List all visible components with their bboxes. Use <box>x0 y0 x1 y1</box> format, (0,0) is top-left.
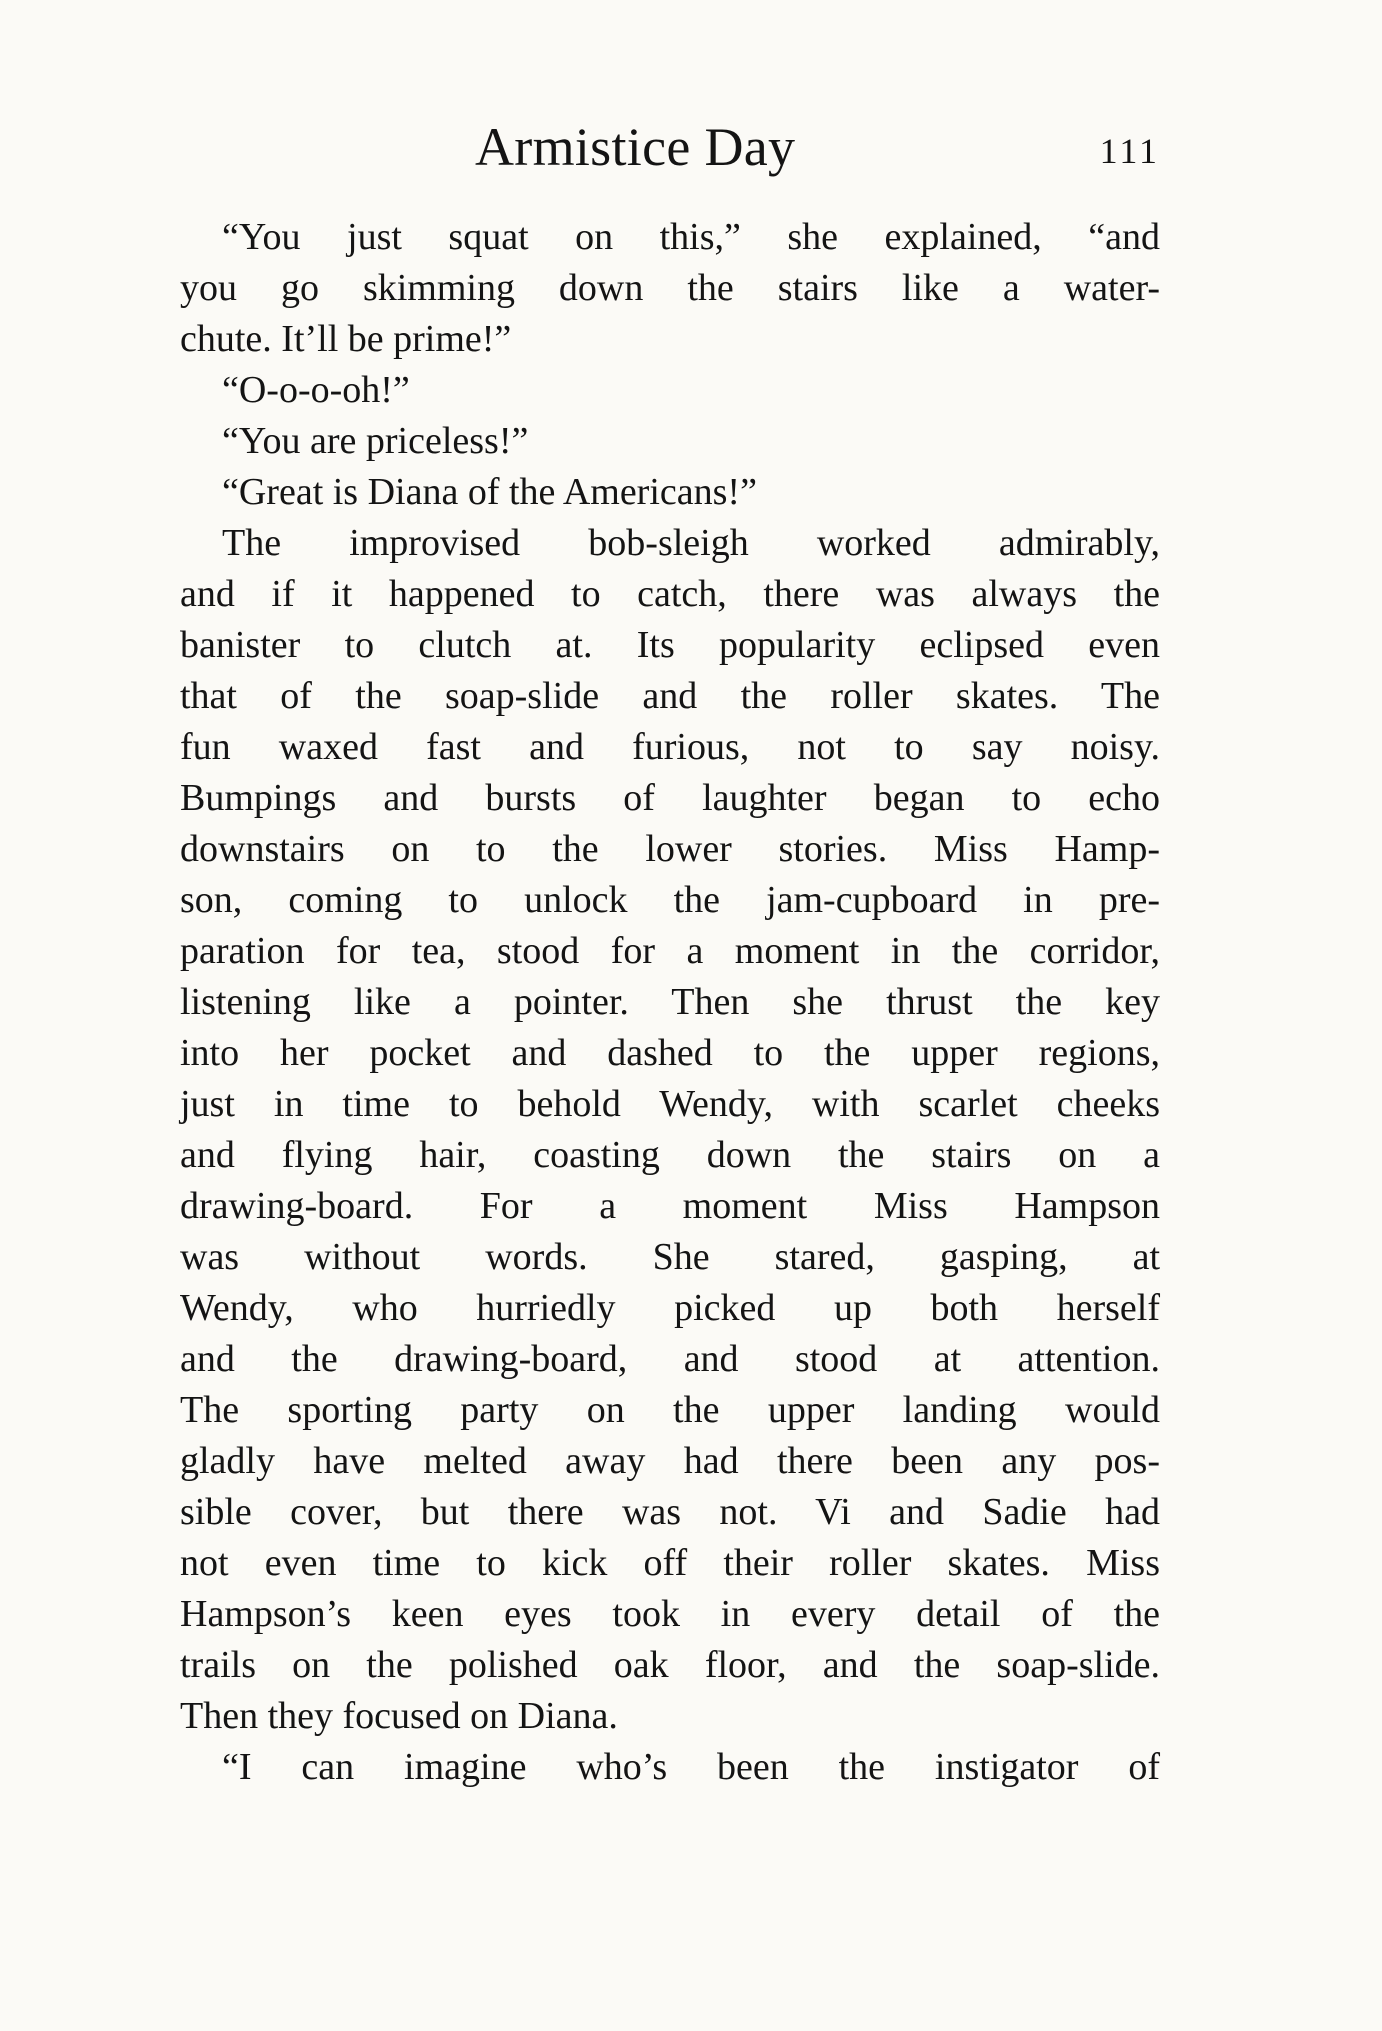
text-line: sible cover, but there was not. Vi and Sadie had <box>180 1491 1160 1533</box>
text-line: was without words. She stared, gasping, at <box>180 1236 1160 1278</box>
text-line: “Great is Diana of the Americans!” <box>222 471 757 513</box>
text-line: fun waxed fast and furious, not to say noisy. <box>180 726 1160 768</box>
text-line: “You are priceless!” <box>222 420 529 462</box>
text-line: and if it happened to catch, there was always the <box>180 573 1160 615</box>
text-line: Hampson’s keen eyes took in every detail of the <box>180 1593 1160 1635</box>
text-line: drawing-board. For a moment Miss Hampson <box>180 1185 1160 1227</box>
text-line: not even time to kick off their roller skates. Miss <box>180 1542 1160 1584</box>
text-line: trails on the polished oak floor, and the soap-slide. <box>180 1644 1160 1686</box>
text-line: “I can imagine who’s been the instigator of <box>222 1746 1160 1788</box>
text-line: that of the soap-slide and the roller skates. The <box>180 675 1160 717</box>
text-line: son, coming to unlock the jam-cupboard in pre- <box>180 879 1160 921</box>
text-line: Bumpings and bursts of laughter began to echo <box>180 777 1160 819</box>
text-line: just in time to behold Wendy, with scarlet cheeks <box>180 1083 1160 1125</box>
page-header <box>180 112 1160 192</box>
body-text <box>180 212 1160 1793</box>
page-number: 111 <box>1099 131 1160 171</box>
text-line: you go skimming down the stairs like a water- <box>180 267 1160 309</box>
text-line: “You just squat on this,” she explained, “and <box>222 216 1160 258</box>
text-line: downstairs on to the lower stories. Miss Hamp- <box>180 828 1160 870</box>
text-line: gladly have melted away had there been any pos- <box>180 1440 1160 1482</box>
text-line: The sporting party on the upper landing would <box>180 1389 1160 1431</box>
text-line: Wendy, who hurriedly picked up both herself <box>180 1287 1160 1329</box>
text-line: into her pocket and dashed to the upper regions, <box>180 1032 1160 1074</box>
text-line: listening like a pointer. Then she thrust the key <box>180 981 1160 1023</box>
text-line: The improvised bob-sleigh worked admirably, <box>222 522 1160 564</box>
text-line: “O-o-o-oh!” <box>222 369 410 411</box>
text-line: Then they focused on Diana. <box>180 1695 618 1737</box>
running-title: Armistice Day <box>475 117 796 177</box>
text-line: banister to clutch at. Its popularity eclipsed even <box>180 624 1160 666</box>
text-line: paration for tea, stood for a moment in the corridor, <box>180 930 1160 972</box>
text-line: and flying hair, coasting down the stairs on a <box>180 1134 1160 1176</box>
text-line: and the drawing-board, and stood at attention. <box>180 1338 1160 1380</box>
text-line: chute. It’ll be prime!” <box>180 318 512 360</box>
